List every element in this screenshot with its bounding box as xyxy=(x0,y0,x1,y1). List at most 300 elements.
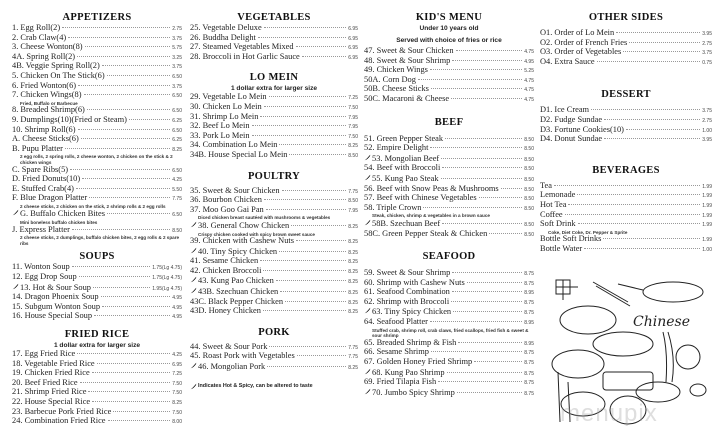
section-title: DESSERT xyxy=(601,89,651,101)
item-price: 7.75 xyxy=(348,354,358,361)
item-price: 6.50 xyxy=(172,212,182,219)
item-name: 1. Egg Roll(2) xyxy=(12,23,61,32)
menu-item xyxy=(190,237,358,247)
dot-leader xyxy=(616,31,700,33)
dot-leader xyxy=(282,189,347,191)
item-description: Mini boneless buffalo chicken bites xyxy=(20,220,98,226)
item-list xyxy=(540,29,712,67)
chili-pepper-icon xyxy=(364,174,371,181)
item-price: 8.25 xyxy=(348,249,358,256)
dot-leader xyxy=(80,381,171,383)
dot-leader xyxy=(102,305,170,307)
item-name: Bottle Water xyxy=(540,243,583,253)
dot-leader xyxy=(431,87,522,89)
dot-leader xyxy=(92,371,171,373)
item-name: 34. Combination Lo Mein xyxy=(190,140,278,150)
item-price: 5.75 xyxy=(172,45,182,52)
dot-leader xyxy=(258,36,346,38)
section-title: OTHER SIDES xyxy=(588,12,664,23)
chili-pepper-icon xyxy=(12,283,19,290)
item-list xyxy=(364,47,534,105)
item-price: 4.95 xyxy=(172,304,182,311)
item-name: 23. Barbecue Pork Fried Rice xyxy=(12,406,112,416)
menu-item xyxy=(364,378,534,388)
section-poultry xyxy=(190,171,358,317)
dot-leader xyxy=(430,146,522,148)
menu-item xyxy=(364,219,534,230)
chili-pepper-icon xyxy=(190,287,197,294)
dot-leader xyxy=(77,352,170,354)
dot-leader xyxy=(267,365,346,367)
menu-item xyxy=(364,318,534,328)
item-name: 24. Combination Fried Rice xyxy=(12,416,106,426)
section-subtitle: 1 dollar extra for larger size xyxy=(230,85,318,93)
dot-leader xyxy=(108,419,171,421)
item-price: 8.00 xyxy=(172,419,182,426)
item-name: 67. Golden Honey Fried Shrimp xyxy=(364,357,473,367)
item-name: 49. Chicken Wings xyxy=(364,65,428,75)
item-name: J. Express Platter xyxy=(12,224,70,234)
item-price: 7.95 xyxy=(348,124,358,131)
dot-leader xyxy=(82,177,170,179)
dot-leader xyxy=(423,206,522,208)
item-name: 55. Kung Pao Steak xyxy=(372,173,439,183)
svg-text:Chinese: Chinese xyxy=(633,314,690,330)
dot-leader xyxy=(252,124,347,126)
dot-leader xyxy=(456,49,523,51)
dot-leader xyxy=(604,118,700,120)
item-name: 3. Cheese Wonton(8) xyxy=(12,42,83,52)
dot-leader xyxy=(457,391,522,393)
item-name: D1. Ice Cream xyxy=(540,105,590,115)
item-price: 4.75 xyxy=(524,96,534,103)
item-price: 1.99 xyxy=(702,202,712,209)
item-name: C. Spare Ribs(5) xyxy=(12,164,69,174)
menu-item xyxy=(190,352,358,362)
menu-item xyxy=(190,221,358,232)
item-name: Hot Tea xyxy=(540,199,567,209)
section-title: FRIED RICE xyxy=(64,329,130,340)
dot-leader xyxy=(442,166,522,168)
dot-leader xyxy=(79,275,151,277)
item-name: 43. Kung Pao Chicken xyxy=(198,276,274,286)
item-price: 7.50 xyxy=(348,104,358,111)
item-description: Crispy chicken cooked with spicy brown sweet sauce xyxy=(198,231,315,237)
item-price: 1.95(Lg 4.75) xyxy=(152,285,182,292)
menu-item xyxy=(364,204,534,214)
item-price: 5.25 xyxy=(524,68,534,75)
item-price: 8.50 xyxy=(524,146,534,153)
item-name: Coffee xyxy=(540,209,563,219)
dot-leader xyxy=(68,36,170,38)
dot-leader xyxy=(107,212,170,214)
item-price: 3.75 xyxy=(702,50,712,57)
menu-item xyxy=(190,267,358,277)
item-name: 54. Beef with Broccoli xyxy=(364,163,441,173)
item-price: 3.75 xyxy=(702,108,712,115)
legend-text: Indicates Hot & Spicy, can be altered to taste xyxy=(198,383,313,390)
item-description: Stuffed crab, shrimp roll, crab claws, fried scallops, fried fish & sweet & sour shrimp xyxy=(372,327,529,339)
item-price: 8.50 xyxy=(524,136,534,143)
item-price: 8.75 xyxy=(524,299,534,306)
spicy-legend xyxy=(190,383,358,390)
item-name: 5. Chicken On The Stick(6) xyxy=(12,70,105,80)
item-price: 8.75 xyxy=(524,390,534,397)
chili-pepper-icon xyxy=(364,154,371,161)
item-price: 8.50 xyxy=(524,205,534,212)
item-price: 8.50 xyxy=(348,198,358,205)
section-pork xyxy=(190,327,358,373)
item-name: 19. Chicken Fried Rice xyxy=(12,368,90,378)
menu-item xyxy=(364,230,534,240)
section-title: VEGETABLES xyxy=(237,12,311,23)
dot-leader xyxy=(431,350,522,352)
dot-leader xyxy=(260,259,346,261)
item-price: 6.95 xyxy=(348,45,358,52)
dot-leader xyxy=(479,196,523,198)
item-price: 7.50 xyxy=(172,380,182,387)
item-name: 14. Dragon Phoenix Soup xyxy=(12,292,99,302)
item-price: 6.50 xyxy=(172,127,182,134)
item-name: 48. Sweet & Sour Shrimp xyxy=(364,55,451,65)
section-title: BEEF xyxy=(434,116,464,128)
section-vegetables xyxy=(190,12,358,62)
item-name: 43B. Szechuan Chicken xyxy=(198,287,279,297)
section-beverages xyxy=(540,165,712,255)
dot-leader xyxy=(296,239,346,241)
dot-leader xyxy=(89,196,170,198)
dot-leader xyxy=(76,187,170,189)
item-price: 8.50 xyxy=(524,221,534,228)
item-name: 50B. Cheese Sticks xyxy=(364,84,429,94)
menu-item xyxy=(190,362,358,373)
item-list xyxy=(190,343,358,373)
item-price: 5.50 xyxy=(172,186,182,193)
dot-leader xyxy=(101,295,171,297)
column-2 xyxy=(190,0,358,390)
chili-pepper-icon xyxy=(190,383,197,390)
dot-leader xyxy=(577,193,700,195)
item-price: 6.95 xyxy=(348,35,358,42)
dot-leader xyxy=(264,105,347,107)
item-price: 1.00 xyxy=(702,127,712,134)
item-name: 38. General Chow Chicken xyxy=(198,220,290,230)
dot-leader xyxy=(565,213,701,215)
item-price: 8.25 xyxy=(348,299,358,306)
item-name: 4B. Veggie Spring Roll(2) xyxy=(12,61,100,71)
section-title: APPETIZERS xyxy=(62,12,132,23)
item-name: G. Buffalo Chicken Bites xyxy=(20,209,105,219)
item-description: Fried, Buffalo or Barbecue xyxy=(20,100,78,106)
item-name: 18. Vegetable Fried Rice xyxy=(12,358,95,368)
item-name: 51. Green Pepper Steak xyxy=(364,133,444,143)
dot-leader xyxy=(297,354,347,356)
dot-leader xyxy=(84,93,171,95)
menu-item xyxy=(12,209,182,220)
item-price: 8.95 xyxy=(524,340,534,347)
dot-leader xyxy=(568,203,700,205)
dot-leader xyxy=(279,143,346,145)
item-price: 1.75(Lg 4.75) xyxy=(152,275,182,282)
dot-leader xyxy=(554,184,700,186)
item-price: 8.75 xyxy=(524,380,534,387)
item-name: 11. Wonton Soup xyxy=(12,262,70,272)
item-price: 4.75 xyxy=(524,77,534,84)
dot-leader xyxy=(266,208,347,210)
menu-item xyxy=(12,273,182,283)
dot-leader xyxy=(62,26,170,28)
item-name: 43D. Honey Chicken xyxy=(190,306,261,316)
item-name: 35. Sweet & Sour Chicken xyxy=(190,185,280,195)
item-name: 2. Crab Claw(4) xyxy=(12,32,67,42)
dot-leader xyxy=(629,41,700,43)
item-list xyxy=(190,24,358,62)
item-price: 4.95 xyxy=(524,58,534,65)
dot-leader xyxy=(604,137,700,139)
section-title: POULTRY xyxy=(247,170,301,182)
dot-leader xyxy=(107,74,171,76)
item-name: 52. Empire Delight xyxy=(364,143,429,153)
item-name: 22. House Special Rice xyxy=(12,396,91,406)
item-name: 70. Jumbo Spicy Shrimp xyxy=(372,387,455,397)
menu-item xyxy=(12,417,182,427)
item-name: 62. Shrimp with Broccoli xyxy=(364,296,450,306)
item-price: 8.25 xyxy=(348,268,358,275)
item-price: 7.50 xyxy=(348,133,358,140)
chili-pepper-icon xyxy=(364,307,371,314)
dot-leader xyxy=(81,137,171,139)
dot-leader xyxy=(418,78,522,80)
menu-item xyxy=(540,201,712,211)
dot-leader xyxy=(452,290,522,292)
menu-item xyxy=(364,164,534,174)
menu-item xyxy=(364,174,534,185)
menu-item xyxy=(190,206,358,216)
dot-leader xyxy=(451,300,522,302)
menu-item xyxy=(190,151,358,161)
section-dessert xyxy=(540,89,712,144)
item-name: 66. Sesame Shrimp xyxy=(364,347,429,357)
dot-leader xyxy=(93,286,150,288)
menu-item xyxy=(12,226,182,236)
item-price: 8.50 xyxy=(524,186,534,193)
item-price: 8.50 xyxy=(524,176,534,183)
item-price: 6.25 xyxy=(172,137,182,144)
item-price: 1.99 xyxy=(702,222,712,229)
dot-leader xyxy=(447,371,523,373)
item-price: 6.95 xyxy=(348,54,358,61)
item-description: Diced chicken breast sautéed with mushrooms & vegetables xyxy=(198,215,331,221)
item-name: Tea xyxy=(540,180,552,190)
item-list xyxy=(12,24,182,246)
section-fried-rice xyxy=(12,329,182,427)
item-price: 1.75(Lg 4.75) xyxy=(152,265,182,272)
menu-item xyxy=(364,144,534,154)
dot-leader xyxy=(467,281,523,283)
section-title: PORK xyxy=(258,326,290,338)
item-name: O2. Order of French Fries xyxy=(540,37,628,47)
item-price: 3.95 xyxy=(702,137,712,144)
watermark: menupix xyxy=(560,400,658,427)
item-name: D3. Fortune Cookies(10) xyxy=(540,124,624,134)
dot-leader xyxy=(285,300,346,302)
item-name: 50C. Macaroni & Cheese xyxy=(364,93,450,103)
section-appetizers xyxy=(12,12,182,246)
item-name: 34B. House Special Lo Mein xyxy=(190,149,288,159)
item-price: 8.75 xyxy=(524,370,534,377)
item-price: 6.50 xyxy=(172,93,182,100)
item-price: 8.25 xyxy=(172,399,182,406)
dot-leader xyxy=(591,108,700,110)
item-name: 26. Buddha Delight xyxy=(190,32,256,42)
menu-item xyxy=(190,276,358,287)
item-price: 3.95 xyxy=(702,31,712,37)
dot-leader xyxy=(260,115,346,117)
item-name: 42. Chicken Broccoli xyxy=(190,265,262,275)
item-name: 33. Pork Lo Mein xyxy=(190,130,250,140)
dot-leader xyxy=(584,247,700,249)
section-subtitle: 1 dollar extra for larger size xyxy=(53,342,141,349)
item-price: 7.25 xyxy=(172,371,182,378)
dot-leader xyxy=(102,64,170,66)
dot-leader xyxy=(453,310,522,312)
dot-leader xyxy=(72,265,151,267)
dot-leader xyxy=(597,60,701,62)
item-price: 8.50 xyxy=(172,227,182,234)
item-description: 2 cheese sticks, 2 dumplings, buffalo chicken bites, 2 egg rolls & 2 spare ribs xyxy=(20,235,180,246)
item-name: 56. Beef with Snow Peas & Mushrooms xyxy=(364,183,499,193)
chili-pepper-icon xyxy=(190,247,197,254)
menu-item xyxy=(12,194,182,204)
item-price: 8.25 xyxy=(348,259,358,266)
dot-leader xyxy=(452,59,522,61)
item-name: 9. Dumplings(10)(Fried or Steam) xyxy=(12,114,127,124)
menu-item xyxy=(12,91,182,101)
item-name: 13. Hot & Sour Soup xyxy=(20,282,91,292)
menu-item xyxy=(364,95,534,105)
item-name: 60. Shrimp with Cashew Nuts xyxy=(364,277,465,287)
chili-pepper-icon xyxy=(12,209,19,216)
item-price: 7.75 xyxy=(172,196,182,203)
item-name: 47. Sweet & Sour Chicken xyxy=(364,46,454,55)
item-description: Steak, chicken, shrimp & vegetables in a brown sauce xyxy=(372,213,490,219)
item-name: E. Stuffed Crab(4) xyxy=(12,183,74,193)
dot-leader xyxy=(72,228,170,230)
dot-leader xyxy=(264,26,347,28)
dot-leader xyxy=(451,97,522,99)
dot-leader xyxy=(263,309,346,311)
dot-leader xyxy=(280,290,346,292)
chili-pepper-icon xyxy=(364,219,371,226)
item-price: 8.25 xyxy=(348,223,358,230)
item-price: 3.25 xyxy=(172,54,182,61)
dot-leader xyxy=(296,45,347,47)
dot-leader xyxy=(65,147,170,149)
item-price: 3.75 xyxy=(172,35,182,42)
menu-item xyxy=(364,358,534,368)
section-title: SOUPS xyxy=(79,251,115,263)
item-name: 10. Shrimp Roll(6) xyxy=(12,124,76,134)
item-description: 2 cheese sticks, 2 chicken on the stick, 2 shrimp rolls & 2 egg rolls xyxy=(20,203,166,209)
item-name: 63. Tiny Spicy Chicken xyxy=(372,307,452,317)
section-subtitle: Under 10 years old xyxy=(419,25,479,32)
item-name: 50A. Corn Dog xyxy=(364,74,416,84)
section-other-sides xyxy=(540,12,712,67)
item-name: O3. Order of Vegetables xyxy=(540,47,622,57)
dot-leader xyxy=(87,108,170,110)
dot-leader xyxy=(452,271,522,273)
item-price: 8.25 xyxy=(172,146,182,153)
item-price: 1.99 xyxy=(702,237,712,244)
dot-leader xyxy=(113,410,170,412)
dot-leader xyxy=(474,360,522,362)
item-price: 8.75 xyxy=(524,280,534,287)
dot-leader xyxy=(94,314,170,316)
item-name: 41. Sesame Chicken xyxy=(190,256,259,266)
dot-leader xyxy=(445,137,522,139)
item-price: 8.25 xyxy=(348,365,358,372)
item-price: 4.75 xyxy=(524,87,534,94)
item-price: 4.25 xyxy=(172,177,182,184)
item-price: 3.75 xyxy=(172,83,182,90)
item-name: 17. Egg Fried Rice xyxy=(12,349,76,358)
dot-leader xyxy=(501,187,523,189)
dot-leader xyxy=(77,55,170,57)
item-price: 2.75 xyxy=(702,117,712,124)
item-price: 7.50 xyxy=(172,409,182,416)
section-title: KID'S MENU xyxy=(415,12,483,23)
dot-leader xyxy=(603,237,700,239)
item-name: D2. Fudge Sundae xyxy=(540,114,603,124)
item-name: D4. Donut Sundae xyxy=(540,134,603,144)
item-name: 12. Egg Drop Soup xyxy=(12,272,77,282)
chili-pepper-icon xyxy=(364,388,371,395)
item-price: 4.75 xyxy=(524,49,534,55)
item-price: 0.75 xyxy=(702,59,712,66)
section-lo-mein xyxy=(190,72,358,160)
item-name: 32. Beef Lo Mein xyxy=(190,121,250,131)
item-price: 4.95 xyxy=(172,314,182,321)
menu-item xyxy=(364,388,534,399)
item-name: 58B. Szechuan Beef xyxy=(372,218,441,228)
dot-leader xyxy=(458,341,522,343)
item-name: 36. Bourbon Chicken xyxy=(190,195,262,205)
item-name: 43C. Black Pepper Chicken xyxy=(190,296,284,306)
dot-leader xyxy=(430,68,522,70)
item-name: 45. Roast Pork with Vegetables xyxy=(190,351,295,361)
item-price: 4.25 xyxy=(172,352,182,358)
item-name: 61. Seafood Combination xyxy=(364,287,450,297)
dot-leader xyxy=(269,95,347,97)
item-name: 21. Shrimp Fried Rice xyxy=(12,387,87,397)
item-name: 68. Kung Pao Shrimp xyxy=(372,367,445,377)
item-name: D. Fried Donuts(10) xyxy=(12,174,81,184)
item-name: 27. Steamed Vegetables Mixed xyxy=(190,42,294,52)
item-price: 1.99 xyxy=(702,193,712,200)
dot-leader xyxy=(442,222,522,224)
item-price: 8.50 xyxy=(348,152,358,159)
item-list xyxy=(190,93,358,160)
dot-leader xyxy=(291,224,346,226)
menu-item xyxy=(12,312,182,322)
item-price: 8.25 xyxy=(348,143,358,150)
item-name: F. Blue Dragon Platter xyxy=(12,193,88,203)
dot-leader xyxy=(279,250,346,252)
item-price: 7.75 xyxy=(348,188,358,195)
item-price: 7.25 xyxy=(348,95,358,102)
item-name: B. Pupu Platter xyxy=(12,143,63,153)
menu-item xyxy=(540,135,712,145)
